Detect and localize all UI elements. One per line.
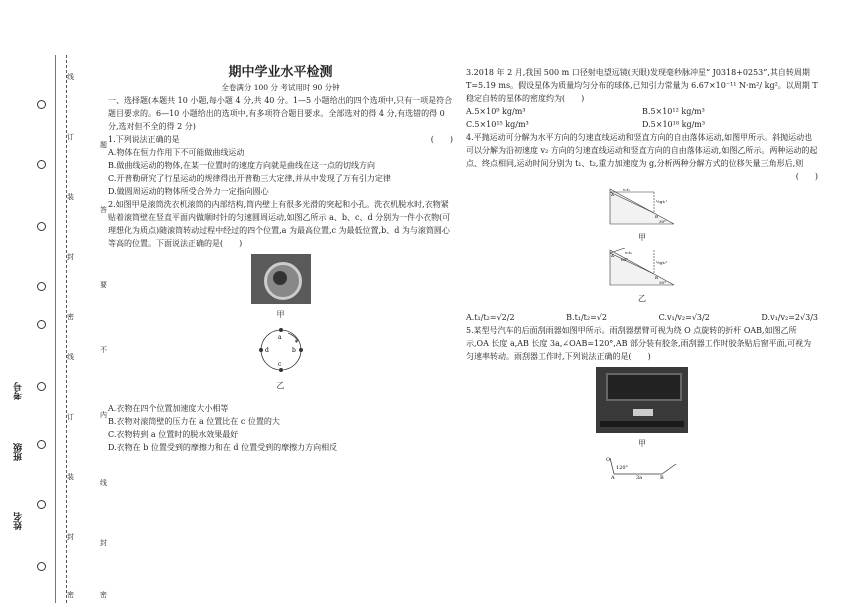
binding-char: 封: [100, 539, 107, 547]
projectile-diagram-b: [607, 248, 677, 288]
binding-char: 不: [100, 346, 107, 354]
answer-paren: ( ): [795, 172, 818, 181]
q3-option-d: D.5×10¹⁸ kg/m³: [642, 120, 706, 129]
position-label: a: [277, 334, 282, 341]
binding-hole: [37, 282, 46, 291]
binding-char: 线: [67, 73, 74, 81]
diagram-label: B: [660, 475, 664, 480]
figure-caption: 甲: [638, 233, 646, 242]
q4-option-c: C.v₁/v₂=√3/2: [658, 313, 710, 322]
diagram-label: O: [606, 457, 611, 463]
q2-option-c: C.衣物转到 a 位置时的脱水效果最好: [108, 430, 239, 439]
question-1: [108, 133, 453, 146]
diagram-label: 30°: [659, 280, 667, 285]
binding-char: 密: [67, 313, 74, 321]
diagram-label: A: [611, 475, 615, 480]
binding-char: 订: [67, 133, 74, 141]
washer-drum-photo: [251, 254, 311, 304]
q5-stem: 5.某型号汽车的后面刮雨器如图甲所示。雨刮器摆臂可视为绕 O 点旋转的折杆 OAB,如图乙所示,OA 长度 a,AB 长度 3a,∠OAB=120°,AB 部分装有胶条,雨刮器工作时胶条贴后窗平面,可视为匀速率转动。雨刮器工作时,下列说法正确的是( ): [466, 326, 812, 361]
projectile-diagram-a: [607, 187, 677, 227]
q3-stem: 3.2018 年 2 月,我国 500 m 口径射电望远镜(天眼)发现毫秒脉冲星“ J0318+0253”,其自转周期 T=5.19 ms。假设星体为质量均匀分布的球体,已知引力常量为 6.67×10⁻¹¹ N·m²/ kg²。以周期 T 稳定自转的星体的密度约为( ): [466, 68, 818, 103]
diagram-label: A: [611, 192, 614, 197]
binding-char: 密: [100, 591, 107, 599]
figure-caption: 乙: [638, 294, 646, 303]
figure-caption: 甲: [638, 439, 646, 448]
drum-opening: [273, 271, 287, 285]
section-intro: 一、选择题(本题共 10 小题,每小题 4 分,共 40 分。1—5 小题给出的四个选项中,只有一项是符合题目要求的。6—10 小题给出的选项中,有多项符合题目要求。全部选对的得 4 分,有选错的得 0 分,选对但不全的得 2 分): [108, 96, 453, 131]
diagram-label: A: [611, 253, 614, 258]
figure-caption: 甲: [276, 310, 285, 319]
diagram-label: 30°: [659, 219, 667, 224]
diagram-label: 60°: [621, 257, 629, 262]
q3-option-b: B.5×10¹² kg/m³: [642, 107, 705, 116]
rear-window: [606, 373, 682, 401]
binding-hole: [37, 320, 46, 329]
answer-paren: ( ): [430, 135, 453, 144]
q3-options-row2: [466, 118, 818, 131]
binding-hole: [37, 222, 46, 231]
field-name: 姓名: [14, 512, 24, 530]
q2-option-a: A.衣物在四个位置加速度大小相等: [108, 404, 229, 413]
diagram-label: v₁t₁: [623, 187, 631, 192]
question-4: [466, 131, 818, 183]
diagram-label: ½gt₁²: [656, 199, 668, 204]
binding-char: 内: [100, 411, 107, 419]
binding-char: 订: [67, 413, 74, 421]
binding-hole: [37, 562, 46, 571]
binding-char: 密: [67, 591, 74, 599]
binding-hole: [37, 100, 46, 109]
field-class: 班级: [14, 443, 24, 461]
figure-caption: 乙: [276, 381, 285, 390]
q1-stem: 1.下列说法正确的是: [108, 135, 180, 144]
position-label: b: [291, 347, 296, 354]
field-exam-number: 考号: [14, 382, 24, 400]
wiper-diagram: [602, 454, 682, 480]
binding-hole: [37, 382, 46, 391]
page-title: 期中学业水平检测: [228, 65, 333, 80]
binding-hole: [37, 440, 46, 449]
drum-circle-diagram: [256, 325, 306, 375]
q1-option-b: B.做曲线运动的物体,在某一位置时的速度方向就是曲线在这一点的切线方向: [108, 161, 375, 170]
exam-info: 全卷满分 100 分 考试用时 90 分钟: [221, 83, 340, 92]
q3-options-row1: [466, 105, 818, 118]
diagram-label: ½gt₂²: [656, 260, 668, 265]
binding-char: 答: [100, 206, 107, 214]
q3-option-a: A.5×10⁹ kg/m³: [466, 107, 526, 116]
license-plate: [633, 409, 653, 416]
q4-options: [466, 311, 818, 324]
q2-stem: 2.如图甲是滚筒洗衣机滚筒的内部结构,筒内壁上有很多光滑的突起和小孔。洗衣机脱水时,衣物紧贴着滚筒壁在竖直平面内做顺时针的匀速圆周运动,如图乙所示 a、b、c、d 分别为一件小衣物(可理想化为质点)随滚筒转动过程中经过的四个位置,a 为最高位置,c 为最低位置,b、d 为与滚筒圆心等高的位置。下面说法正确的是( ): [108, 200, 451, 248]
binding-hole: [37, 160, 46, 169]
diagram-label: v₂t₂: [625, 250, 633, 255]
binding-char: 题: [100, 141, 107, 149]
binding-char: 封: [67, 533, 74, 541]
q1-option-c: C.开普勒研究了行星运动的规律得出开普勒三大定律,并从中发现了万有引力定律: [108, 174, 391, 183]
binding-char: 线: [67, 353, 74, 361]
q4-option-b: B.t₁/t₂=√2: [566, 313, 607, 322]
binding-char: 线: [100, 479, 107, 487]
diagram-label: B: [655, 214, 658, 219]
binding-char: 封: [67, 253, 74, 261]
right-column: [466, 66, 818, 484]
q4-option-d: D.v₁/v₂=2√3/3: [761, 313, 818, 322]
diagram-label: B: [655, 275, 658, 280]
q2-option-b: B.衣物对滚筒壁的压力在 a 位置比在 c 位置的大: [108, 417, 280, 426]
q1-option-a: A.物体在恒力作用下不可能做曲线运动: [108, 148, 245, 157]
q1-option-d: D.做圆周运动的物体所受合外力一定指向圆心: [108, 187, 269, 196]
car-rear-photo: [596, 367, 688, 433]
q4-stem: 4.平抛运动可分解为水平方向的匀速直线运动和竖直方向的自由落体运动,如图甲所示。斜抛运动也可以分解为沿初速度 v₂ 方向的匀速直线运动和竖直方向的自由落体运动,如图乙所示。两种运动的起点、终点相同,运动时间分别为 t₁、t₂,重力加速度为 g,分析两种分解方式的位移矢量三角形后,则: [466, 133, 818, 168]
binding-solid-line: [55, 55, 56, 603]
binding-char: 要: [100, 281, 107, 289]
diagram-label: 3a: [636, 475, 643, 480]
binding-char: 装: [67, 193, 74, 201]
diagram-label: 120°: [616, 465, 629, 471]
binding-hole: [37, 500, 46, 509]
q3-option-c: C.5×10¹⁵ kg/m³: [466, 120, 529, 129]
left-column: [108, 66, 453, 454]
q2-option-d: D.衣物在 b 位置受到的摩擦力和在 d 位置受到的摩擦力方向相反: [108, 443, 338, 452]
q4-option-a: A.t₁/t₂=√2/2: [466, 313, 515, 322]
position-label: d: [264, 347, 269, 354]
position-label: c: [277, 361, 281, 368]
binding-char: 装: [67, 473, 74, 481]
binding-margin: [0, 0, 107, 608]
rear-bumper: [600, 421, 684, 427]
